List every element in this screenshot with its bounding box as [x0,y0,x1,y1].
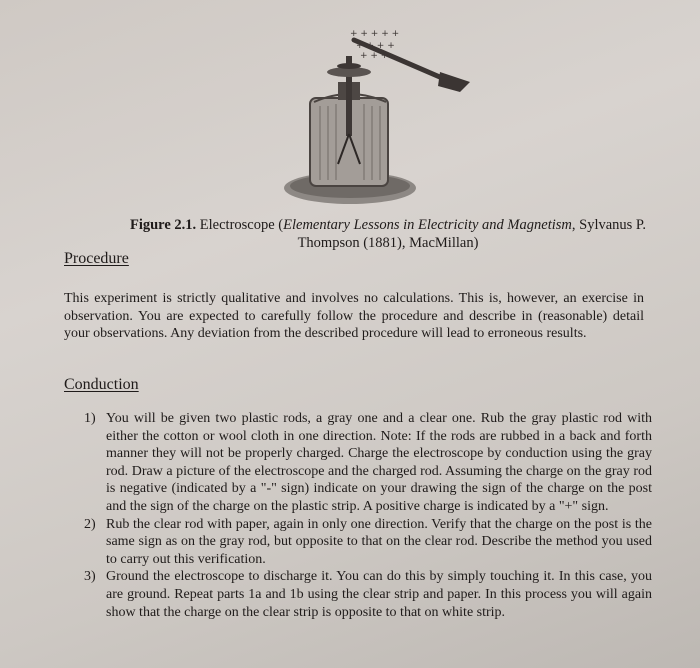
procedure-heading: Procedure [64,250,129,267]
list-item [84,410,652,516]
list-item [84,568,652,621]
caption-text-pre: Electroscope ( [199,217,284,233]
list-item-text: Ground the electroscope to discharge it. You can do this by simply touching it. In this case, you are ground. Repeat parts 1a and 1b using the clear strip and paper. In this process you will again show that the charge on the clear strip is opposite to that on white strip. [106,569,652,620]
svg-text:+ + +: + + + [360,51,389,61]
caption-source-title: Elementary Lessons in Electricity and Magnetism [283,217,572,233]
list-item-number: 3) [84,569,96,585]
figure-caption [108,216,668,252]
conduction-heading: Conduction [64,376,139,393]
list-item [84,516,652,569]
svg-text:+ + + +: + + + + [356,41,395,51]
list-item-number: 1) [84,411,96,426]
caption-text-post: , Sylvanus P. [571,217,647,233]
list-item-text: You will be given two plastic rods, a gray one and a clear one. Rub the gray plastic rod with either the cotton or wool cloth in one direction. Note: If the rods are rubbed in a back and forth manner they will not be properly charged. Charge the electroscope by conduction using the gray rod. Draw a picture of the electroscope and the charged rod. Assuming the charge on the gray rod is negative (indicated by a "-" sign) indicate on your drawing the sign of the charge on the post and the sign of the charge on the plastic strip. A positive charge is indicated by a "+" sign. [106,411,652,514]
procedure-paragraph: This experiment is strictly qualitative and involves no calculations. This is, however, an exercise in observation. You are expected to carefully follow the procedure and describe in (reasonable) detail your observations. Any deviation from the described procedure will lead to erroneous results. [64,291,644,342]
list-item-text: Rub the clear rod with paper, again in only one direction. Verify that the charge on the post is the same sign as on the gray rod, but opposite to that on the clear rod. Describe the method you used to carry out this verification. [106,516,652,567]
conduction-steps-list [84,410,652,621]
figure-label: Figure 2.1. [129,217,197,233]
list-item-number: 2) [84,516,96,532]
caption-line-2: Thompson (1881), MacMillan) [297,235,479,251]
electroscope-illustration [270,10,490,210]
svg-text:+ + + + +: + + + + + [350,29,400,39]
